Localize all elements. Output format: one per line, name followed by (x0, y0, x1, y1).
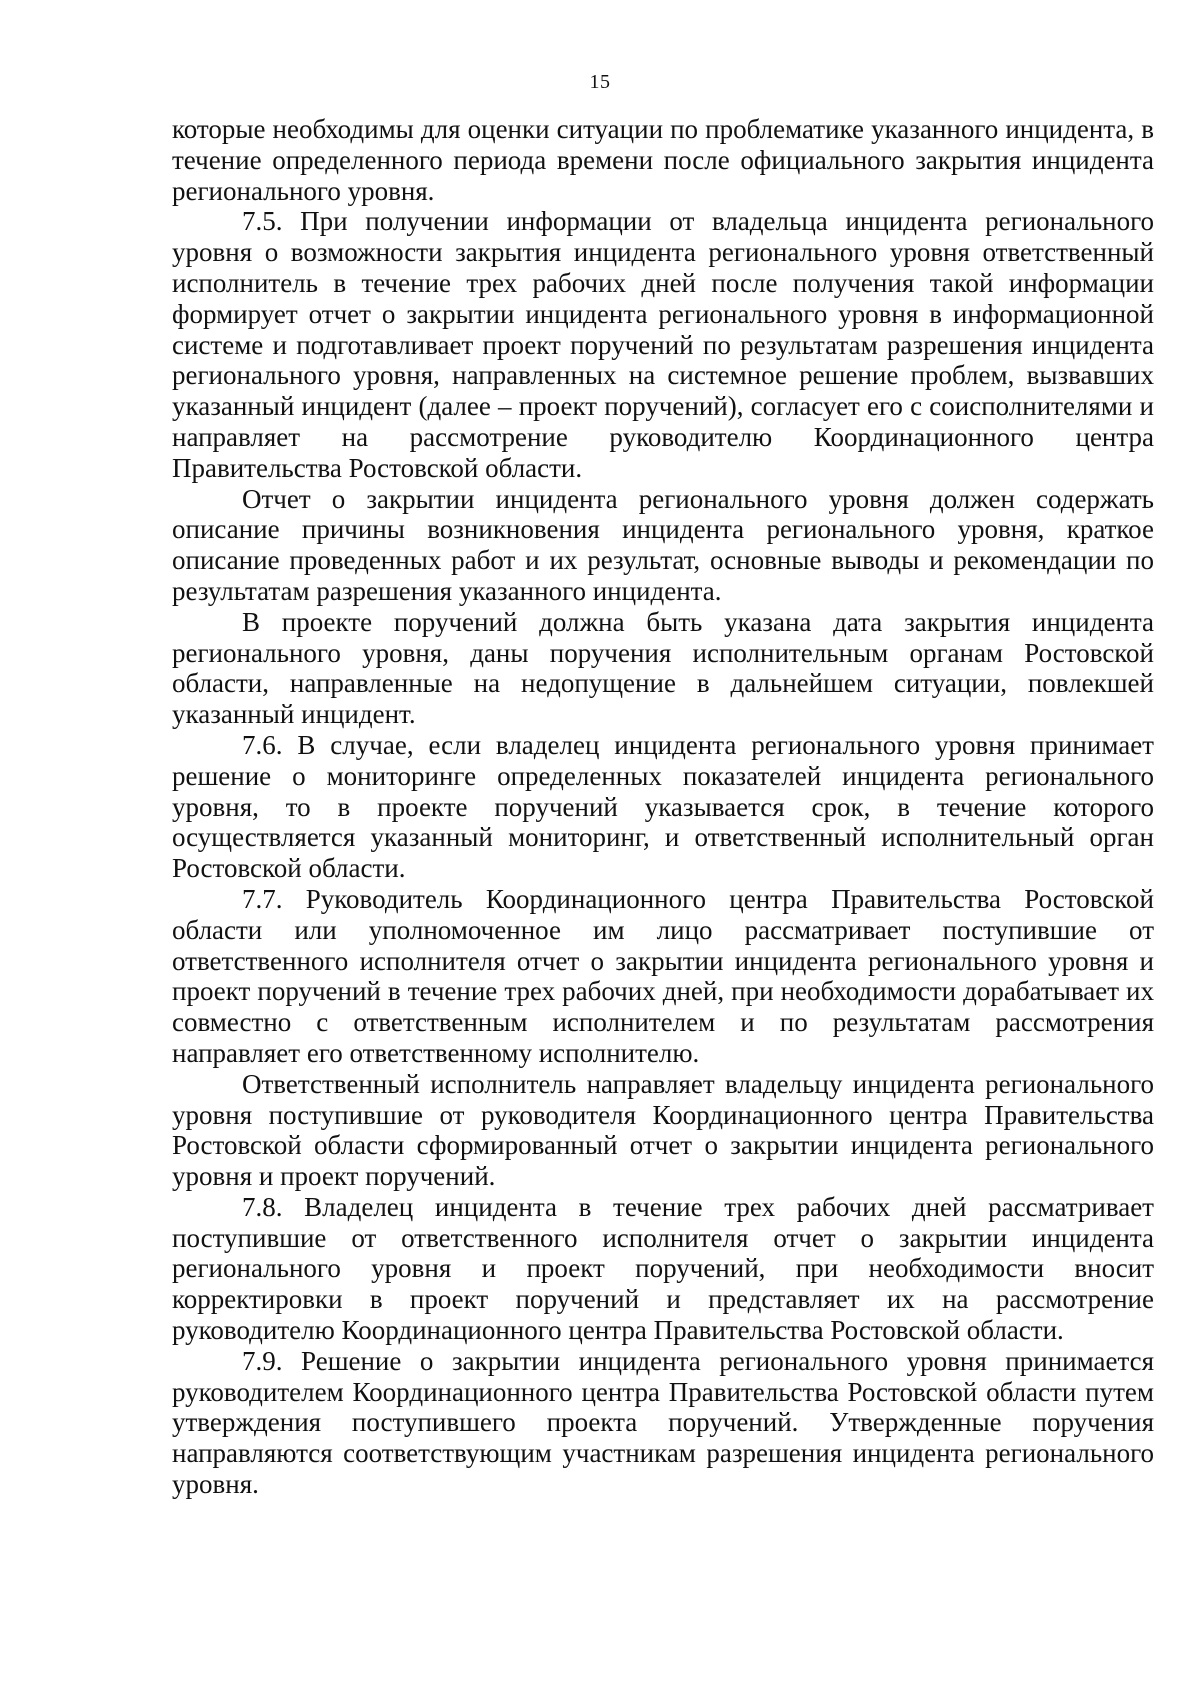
page-number: 15 (589, 71, 611, 93)
paragraph-7-5: 7.5. При получении информации от владельца инцидента регионального уровня о возможности закрытия инцидента регионального уровня ответственный исполнитель в течение трех рабочих дней после получения такой информации формирует отчет о закрытии инцидента регионального уровня в информационной системе и подготавливает проект поручений по результатам разрешения инцидента регионального уровня, направленных на системное решение проблем, вызвавших указанный инцидент (далее – проект поручений), согласует его с соисполнителями и направляет на рассмотрение руководителю Координационного центра Правительства Ростовской области. (172, 206, 1154, 483)
paragraph-responsible-executor: Ответственный исполнитель направляет владельцу инцидента регионального уровня поступившие от руководителя Координационного центра Правительства Ростовской области сформированный отчет о закрытии инцидента регионального уровня и проект поручений. (172, 1068, 1154, 1192)
paragraph-project-orders: В проекте поручений должна быть указана дата закрытия инцидента регионального уровня, даны поручения исполнительным органам Ростовской области, направленные на недопущение в дальнейшем ситуации, повлекшей указанный инцидент. (172, 606, 1154, 730)
paragraph-7-6: 7.6. В случае, если владелец инцидента регионального уровня принимает решение о мониторинге определенных показателей инцидента регионального уровня, то в проекте поручений указывается срок, в течение которого осуществляется указанный мониторинг, и ответственный исполнительный орган Ростовской области. (172, 729, 1154, 884)
paragraph-continuation: которые необходимы для оценки ситуации по проблематике указанного инцидента, в течение определенного периода времени после официального закрытия инцидента регионального уровня. (172, 114, 1154, 206)
paragraph-report-contents: Отчет о закрытии инцидента регионального уровня должен содержать описание причины возникновения инцидента регионального уровня, краткое описание проведенных работ и их результат, основные выводы и рекомендации по результатам разрешения указанного инцидента. (172, 483, 1154, 606)
paragraph-7-9: 7.9. Решение о закрытии инцидента регионального уровня принимается руководителем Координационного центра Правительства Ростовской области путем утверждения поступившего проекта поручений. Утвержденные поручения направляются соответствующим участникам разрешения инцидента регионального уровня. (172, 1345, 1154, 1500)
document-body (172, 114, 1154, 1500)
paragraph-7-7: 7.7. Руководитель Координационного центра Правительства Ростовской области или уполномоченное им лицо рассматривает поступившие от ответственного исполнителя отчет о закрытии инцидента регионального уровня и проект поручений в течение трех рабочих дней, при необходимости дорабатывает их совместно с ответственным исполнителем и по результатам рассмотрения направляет его ответственному исполнителю. (172, 883, 1154, 1068)
paragraph-7-8: 7.8. Владелец инцидента в течение трех рабочих дней рассматривает поступившие от ответственного исполнителя отчет о закрытии инцидента регионального уровня и проект поручений, при необходимости вносит корректировки в проект поручений и представляет их на рассмотрение руководителю Координационного центра Правительства Ростовской области. (172, 1191, 1154, 1346)
